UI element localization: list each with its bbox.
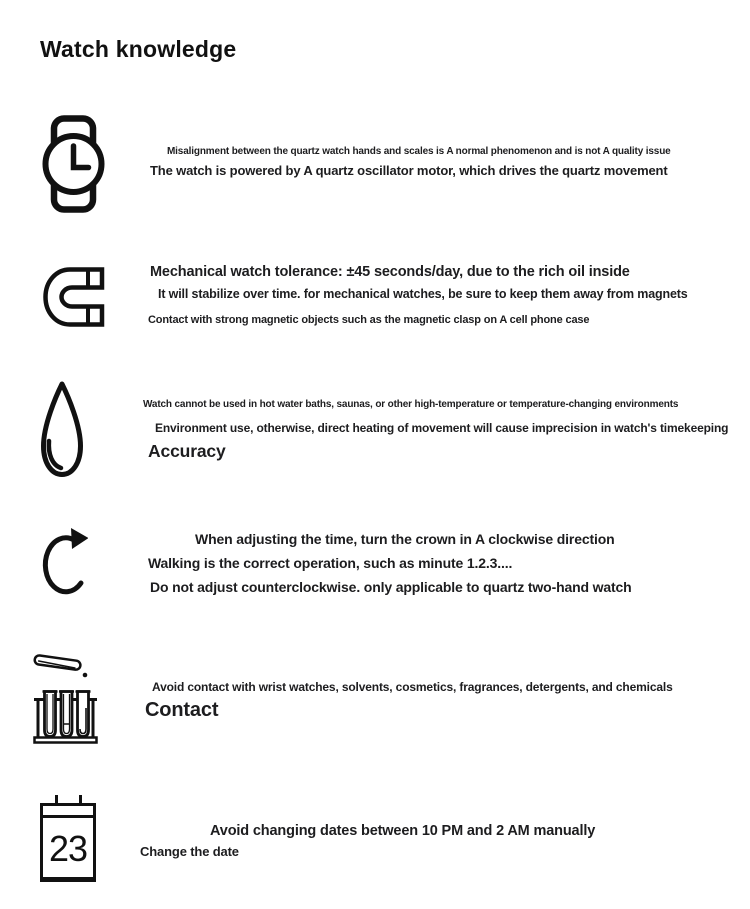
walking-operation-text: Walking is the correct operation, such as minute 1.2.3.... — [148, 555, 513, 571]
no-counterclockwise-text: Do not adjust counterclockwise. only applicable to quartz two-hand watch — [150, 579, 632, 595]
avoid-chemicals-text: Avoid contact with wrist watches, solvents, cosmetics, fragrances, detergents, and chemicals — [152, 680, 673, 694]
calendar-date-number: 23 — [48, 828, 88, 869]
magnetic-objects-note: Contact with strong magnetic objects such as the magnetic clasp on A cell phone case — [148, 314, 590, 326]
water-drop-icon — [40, 380, 84, 478]
avoid-date-change-text: Avoid changing dates between 10 PM and 2 AM manually — [210, 823, 596, 839]
hot-water-note: Watch cannot be used in hot water baths, saunas, or other high-temperature or temperature-changing environments — [143, 399, 679, 410]
stabilize-magnets-text: It will stabilize over time. for mechanical watches, be sure to keep them away from magnets — [158, 287, 688, 301]
change-date-text: Change the date — [140, 844, 239, 859]
calendar-icon — [40, 795, 98, 886]
mechanical-tolerance-text: Mechanical watch tolerance: ±45 seconds/day, due to the rich oil inside — [150, 264, 630, 280]
magnet-icon — [42, 266, 105, 328]
wrist-watch-icon — [42, 115, 105, 213]
test-tubes-icon — [33, 650, 98, 745]
quartz-misalignment-note: Misalignment between the quartz watch hands and scales is A normal phenomenon and is not A quality issue — [167, 146, 671, 157]
heating-imprecision-text: Environment use, otherwise, direct heating of movement will cause imprecision in watch's timekeeping — [155, 421, 729, 435]
accuracy-heading: Accuracy — [148, 441, 226, 461]
contact-heading: Contact — [145, 699, 219, 721]
quartz-motor-text: The watch is powered by A quartz oscillator motor, which drives the quartz movement — [150, 163, 668, 178]
page-title: Watch knowledge — [40, 36, 237, 62]
crown-clockwise-text: When adjusting the time, turn the crown in A clockwise direction — [195, 531, 615, 547]
clockwise-rotation-icon — [40, 527, 88, 600]
